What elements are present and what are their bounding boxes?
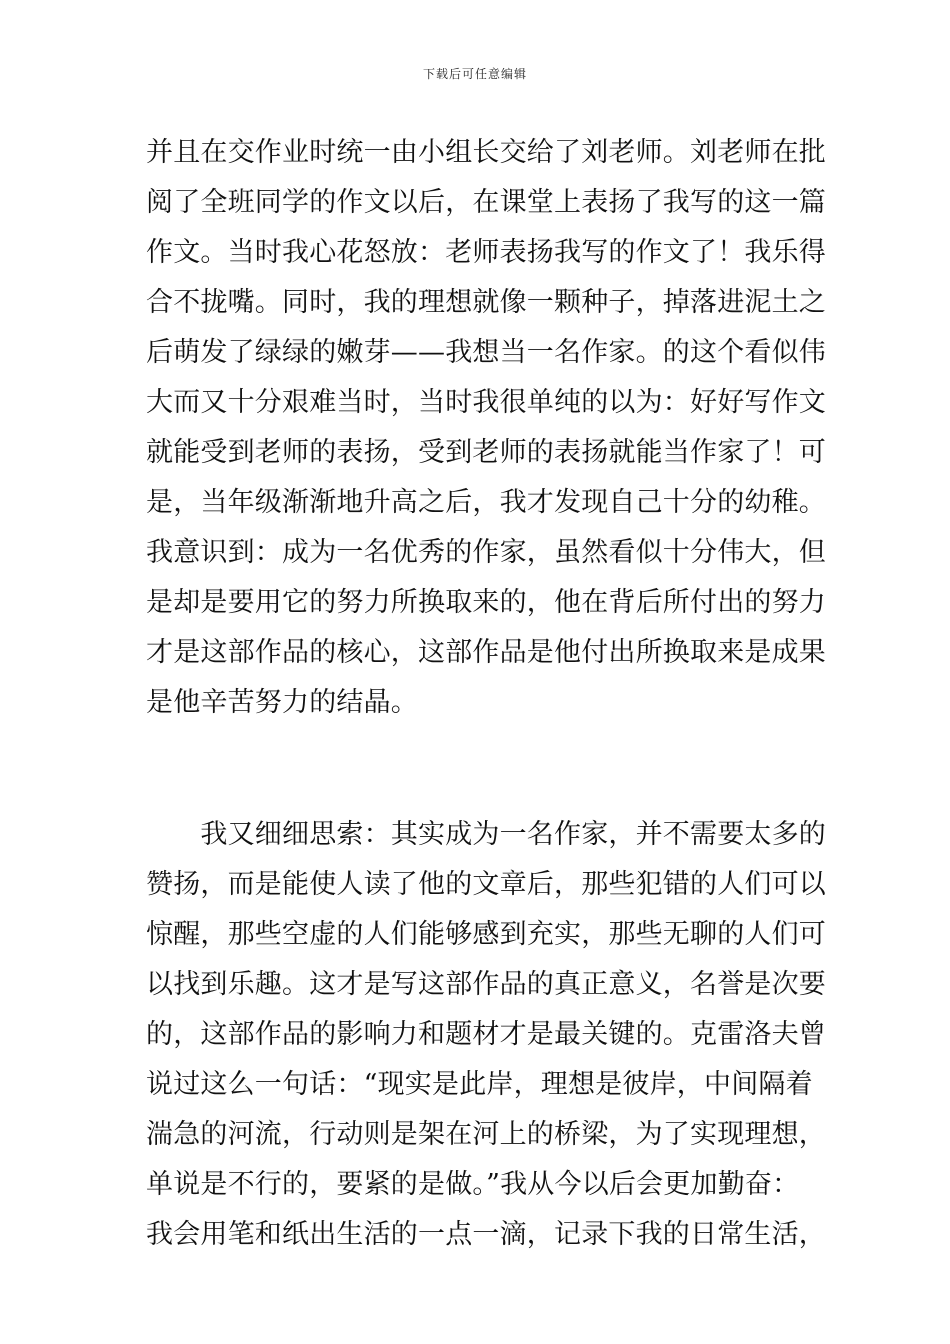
text-line: 后萌发了绿绿的嫩芽——我想当一名作家。的这个看似伟 (146, 337, 826, 368)
text-line: 合不拢嘴。同时，我的理想就像一颗种子，掉落进泥土之 (146, 287, 826, 318)
text-line: 我意识到：成为一名优秀的作家，虽然看似十分伟大，但 (146, 537, 826, 568)
text-line: 赞扬，而是能使人读了他的文章后，那些犯错的人们可以 (146, 869, 826, 900)
text-line: 湍急的河流，行动则是架在河上的桥梁，为了实现理想， (146, 1119, 826, 1150)
text-line: 阅了全班同学的作文以后，在课堂上表扬了我写的这一篇 (146, 187, 826, 218)
text-line: 作文。当时我心花怒放：老师表扬我写的作文了！我乐得 (146, 237, 826, 268)
paragraph-1 (146, 128, 826, 728)
text-line: 就能受到老师的表扬，受到老师的表扬就能当作家了！可 (146, 437, 826, 468)
text-line: 的，这部作品的影响力和题材才是最关键的。克雷洛夫曾 (146, 1019, 826, 1050)
paragraph-spacer (146, 728, 810, 810)
text-line: 惊醒，那些空虚的人们能够感到充实，那些无聊的人们可 (146, 919, 826, 950)
text-line: 单说是不行的，要紧的是做。”我从今以后会更加勤奋： (146, 1169, 800, 1200)
text-line: 大而又十分艰难当时，当时我很单纯的以为：好好写作文 (146, 387, 826, 418)
document-body (146, 128, 826, 1260)
paragraph-2 (146, 810, 826, 1260)
text-line: 是他辛苦努力的结晶。 (146, 687, 418, 718)
text-line: 才是这部作品的核心，这部作品是他付出所换取来是成果 (146, 637, 826, 668)
text-line: 我会用笔和纸出生活的一点一滴，记录下我的日常生活， (146, 1219, 826, 1250)
page-header: 下载后可任意编辑 (422, 67, 527, 81)
text-line: 说过这么一句话：“现实是此岸，理想是彼岸，中间隔着 (146, 1069, 813, 1100)
text-line: 以找到乐趣。这才是写这部作品的真正意义，名誉是次要 (146, 969, 826, 1000)
text-line: 我又细细思索：其实成为一名作家，并不需要太多的 (146, 819, 826, 850)
text-line: 是却是要用它的努力所换取来的，他在背后所付出的努力 (146, 587, 826, 618)
text-line: 是，当年级渐渐地升高之后，我才发现自己十分的幼稚。 (146, 487, 826, 518)
text-line: 并且在交作业时统一由小组长交给了刘老师。刘老师在批 (146, 137, 826, 168)
